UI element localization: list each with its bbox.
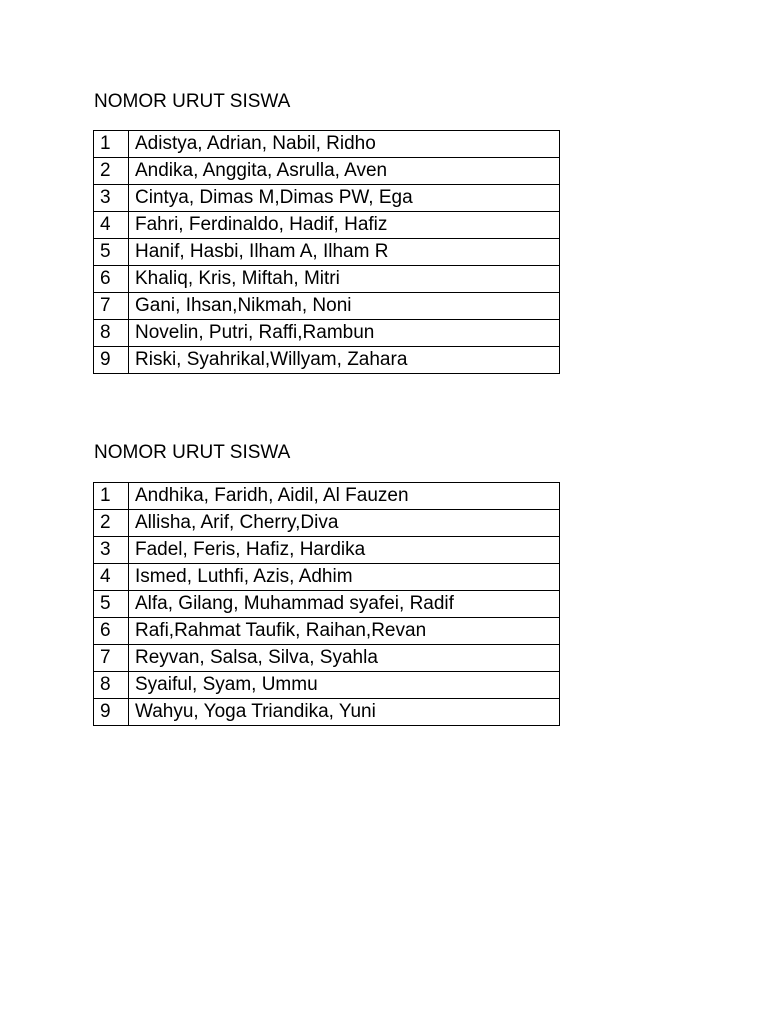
row-names: Fahri, Ferdinaldo, Hadif, Hafiz bbox=[129, 212, 560, 239]
table-row bbox=[94, 699, 560, 726]
table-row bbox=[94, 564, 560, 591]
row-names: Novelin, Putri, Raffi,Rambun bbox=[129, 320, 560, 347]
row-number: 2 bbox=[94, 510, 129, 537]
row-names: Alfa, Gilang, Muhammad syafei, Radif bbox=[129, 591, 560, 618]
row-number: 6 bbox=[94, 266, 129, 293]
table-row bbox=[94, 618, 560, 645]
table-row bbox=[94, 185, 560, 212]
table-row bbox=[94, 293, 560, 320]
row-names: Rafi,Rahmat Taufik, Raihan,Revan bbox=[129, 618, 560, 645]
table-row bbox=[94, 672, 560, 699]
row-names: Hanif, Hasbi, Ilham A, Ilham R bbox=[129, 239, 560, 266]
row-names: Adistya, Adrian, Nabil, Ridho bbox=[129, 131, 560, 158]
row-number: 3 bbox=[94, 185, 129, 212]
row-number: 2 bbox=[94, 158, 129, 185]
student-order-table bbox=[93, 482, 560, 726]
row-number: 5 bbox=[94, 591, 129, 618]
row-names: Cintya, Dimas M,Dimas PW, Ega bbox=[129, 185, 560, 212]
row-number: 6 bbox=[94, 618, 129, 645]
table-row bbox=[94, 645, 560, 672]
row-number: 8 bbox=[94, 672, 129, 699]
row-number: 7 bbox=[94, 293, 129, 320]
row-number: 1 bbox=[94, 483, 129, 510]
table-row bbox=[94, 266, 560, 293]
table-row bbox=[94, 158, 560, 185]
row-names: Allisha, Arif, Cherry,Diva bbox=[129, 510, 560, 537]
row-names: Ismed, Luthfi, Azis, Adhim bbox=[129, 564, 560, 591]
table-row bbox=[94, 483, 560, 510]
section-title: NOMOR URUT SISWA bbox=[94, 91, 291, 112]
section-title: NOMOR URUT SISWA bbox=[94, 442, 291, 463]
student-order-table bbox=[93, 130, 560, 374]
table-row bbox=[94, 591, 560, 618]
row-number: 7 bbox=[94, 645, 129, 672]
row-number: 8 bbox=[94, 320, 129, 347]
table-row bbox=[94, 239, 560, 266]
row-names: Fadel, Feris, Hafiz, Hardika bbox=[129, 537, 560, 564]
row-number: 9 bbox=[94, 347, 129, 374]
row-number: 9 bbox=[94, 699, 129, 726]
row-names: Gani, Ihsan,Nikmah, Noni bbox=[129, 293, 560, 320]
row-names: Andika, Anggita, Asrulla, Aven bbox=[129, 158, 560, 185]
row-names: Syaiful, Syam, Ummu bbox=[129, 672, 560, 699]
row-number: 3 bbox=[94, 537, 129, 564]
table-row bbox=[94, 131, 560, 158]
row-names: Wahyu, Yoga Triandika, Yuni bbox=[129, 699, 560, 726]
row-number: 4 bbox=[94, 212, 129, 239]
table-row bbox=[94, 320, 560, 347]
row-names: Reyvan, Salsa, Silva, Syahla bbox=[129, 645, 560, 672]
table-row bbox=[94, 212, 560, 239]
row-number: 4 bbox=[94, 564, 129, 591]
table-row bbox=[94, 347, 560, 374]
row-names: Andhika, Faridh, Aidil, Al Fauzen bbox=[129, 483, 560, 510]
row-number: 1 bbox=[94, 131, 129, 158]
table-row bbox=[94, 510, 560, 537]
row-names: Khaliq, Kris, Miftah, Mitri bbox=[129, 266, 560, 293]
table-row bbox=[94, 537, 560, 564]
row-number: 5 bbox=[94, 239, 129, 266]
row-names: Riski, Syahrikal,Willyam, Zahara bbox=[129, 347, 560, 374]
